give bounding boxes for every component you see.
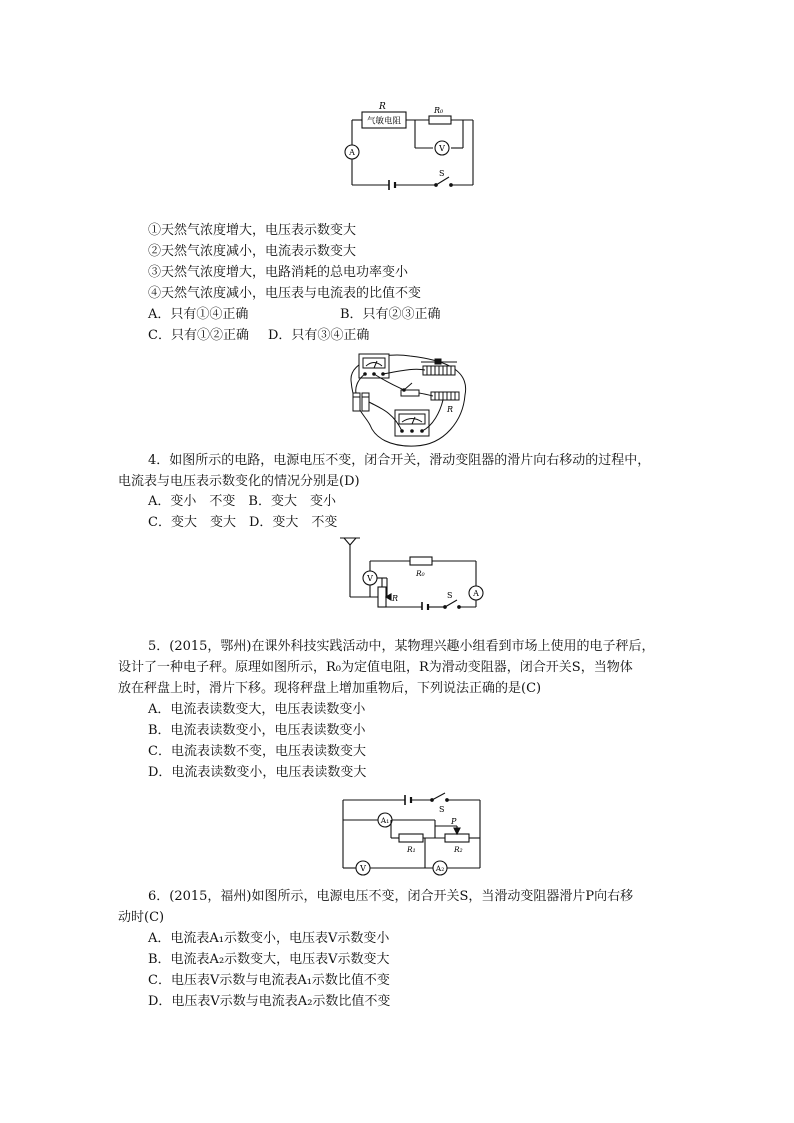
fig4-r2-label: R₂ — [454, 845, 463, 854]
fig4-switch-label: S — [439, 805, 445, 814]
fig3-voltmeter-label: V — [367, 574, 373, 583]
q6-option-c: C．电压表V示数与电流表A₁示数比值不变 — [148, 973, 390, 988]
q3-option-a: A．只有①④正确 — [148, 307, 249, 322]
fig1-gas-sensor-label: 气敏电阻 — [366, 116, 402, 127]
q3-statement-4: ④天然气浓度减小，电压表与电流表的比值不变 — [148, 286, 422, 301]
fig3-r0-label: R₀ — [416, 569, 425, 578]
fig1-r-label: R — [379, 102, 386, 112]
fig1-switch-label: S — [439, 169, 445, 178]
figure-gas-sensor-circuit — [335, 95, 485, 195]
q5-option-c: C．电流表读数不变，电压表读数变大 — [148, 744, 366, 759]
fig4-a1-label: A₁ — [380, 816, 390, 825]
fig4-a2-label: A₂ — [435, 864, 445, 873]
q5-option-d: D．电流表读数变小，电压表读数变大 — [148, 765, 367, 780]
fig4-voltmeter-label: V — [360, 864, 366, 873]
fig4-r1-label: R₁ — [407, 845, 416, 854]
q3-statement-2: ②天然气浓度减小，电流表示数变大 — [148, 244, 357, 259]
fig3-r-label: R — [392, 594, 399, 603]
q5-stem-line-1: 5．(2015，鄂州)在课外科技实践活动中，某物理兴趣小组看到市场上使用的电子秤后， — [148, 639, 655, 654]
q4-stem-line-1: 4．如图所示的电路，电源电压不变，闭合开关，滑动变阻器的滑片向右移动的过程中， — [148, 453, 651, 468]
figure-parallel-circuit — [335, 790, 490, 880]
fig1-ammeter-label: A — [349, 148, 355, 157]
figure-rheostat-circuit — [330, 535, 490, 610]
q4-options-line-1: A．变小 不变 B．变大 变小 — [148, 494, 336, 509]
q3-statement-1: ①天然气浓度增大，电压表示数变大 — [148, 223, 357, 238]
q3-option-c: C．只有①②正确 — [148, 328, 249, 343]
fig2-r-label: R — [447, 405, 454, 414]
fig1-voltmeter-label: V — [439, 144, 445, 153]
q5-stem-line-3: 放在秤盘上时，滑片下移。现将秤盘上增加重物后，下列说法正确的是(C) — [118, 681, 542, 696]
q4-options-line-2: C．变大 变大 D．变大 不变 — [148, 515, 338, 530]
q5-option-b: B．电流表读数变小，电压表读数变小 — [148, 723, 366, 738]
q6-stem-line-1: 6．(2015，福州)如图所示，电源电压不变，闭合开关S，当滑动变阻器滑片P向右移 — [148, 889, 634, 904]
q3-option-b: B．只有②③正确 — [340, 307, 441, 322]
fig4-p-label: P — [451, 817, 457, 826]
fig1-r0-label: R₀ — [434, 106, 444, 115]
q4-stem-line-2: 电流表与电压表示数变化的情况分别是(D) — [118, 474, 360, 489]
q3-statement-3: ③天然气浓度增大，电路消耗的总电功率变小 — [148, 265, 409, 280]
fig3-ammeter-label: A — [473, 589, 479, 598]
q6-stem-line-2: 动时(C) — [118, 910, 165, 925]
q6-option-b: B．电流表A₂示数变大，电压表V示数变大 — [148, 952, 390, 967]
fig3-switch-label: S — [447, 591, 453, 600]
figure-apparatus-drawing — [345, 350, 475, 450]
q3-option-d: D．只有③④正确 — [268, 328, 370, 343]
q6-option-d: D．电压表V示数与电流表A₂示数比值不变 — [148, 994, 391, 1009]
q5-option-a: A．电流表读数变大，电压表读数变小 — [148, 702, 366, 717]
q6-option-a: A．电流表A₁示数变小，电压表V示数变小 — [148, 931, 390, 946]
q5-stem-line-2: 设计了一种电子秤。原理如图所示，R₀为定值电阻，R为滑动变阻器，闭合开关S，当物体 — [118, 660, 633, 675]
